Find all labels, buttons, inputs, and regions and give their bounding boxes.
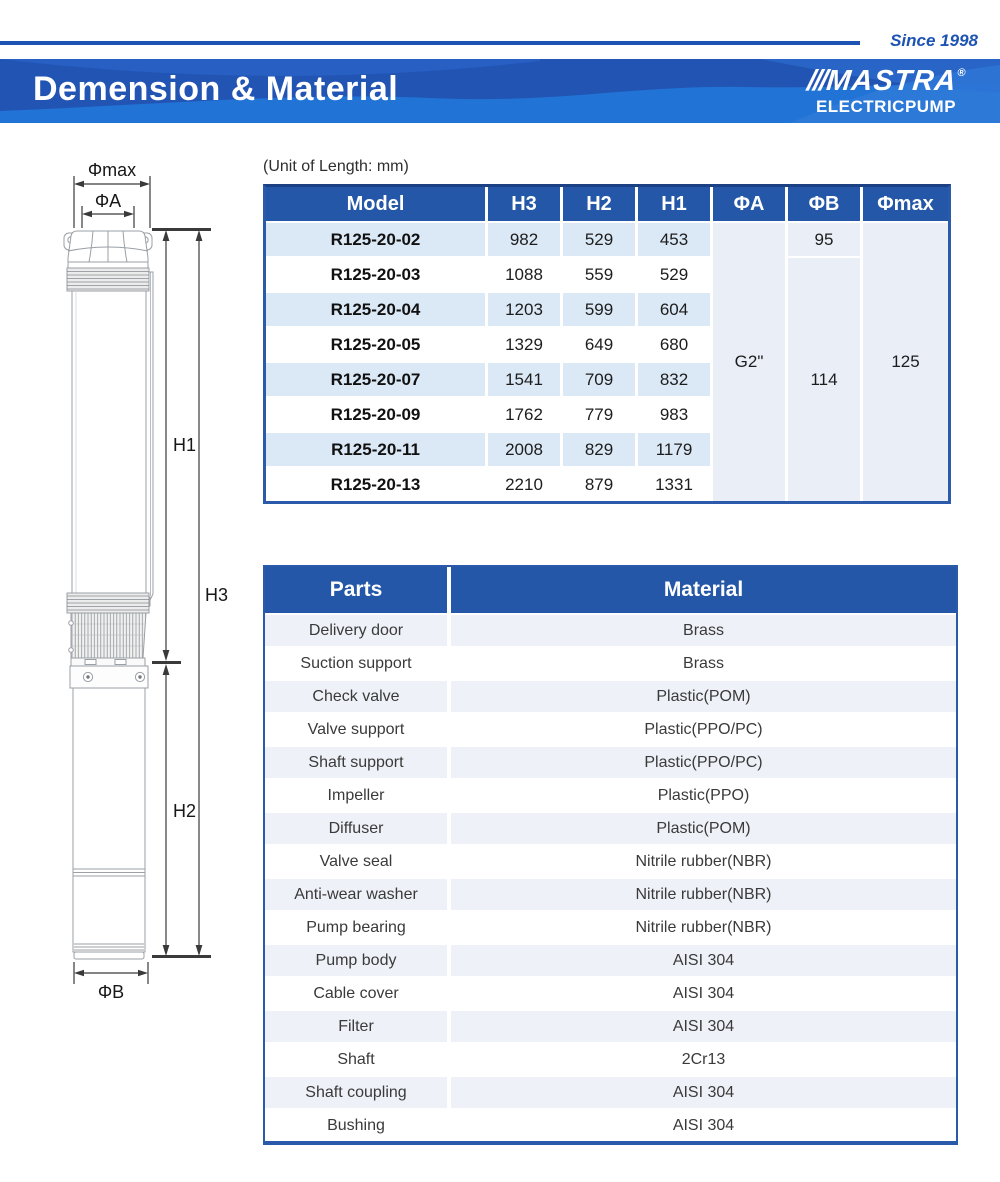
pump-outline — [64, 231, 153, 959]
part-cell: Anti-wear washer — [265, 879, 447, 910]
column-header-h1: H1 — [638, 187, 710, 221]
label-phi-max: Φmax — [87, 160, 137, 180]
material-cell: AISI 304 — [451, 1110, 956, 1141]
h1-cell: 680 — [638, 328, 710, 361]
h1-cell: 1331 — [638, 468, 710, 501]
part-cell: Suction support — [265, 648, 447, 679]
material-cell: AISI 304 — [451, 1011, 956, 1042]
materials-table — [263, 565, 958, 1145]
material-cell: Plastic(PPO) — [451, 780, 956, 811]
phi-max-merged-cell: 125 — [863, 223, 948, 501]
h1-cell: 983 — [638, 398, 710, 431]
model-cell: R125-20-04 — [266, 293, 485, 326]
part-cell: Valve seal — [265, 846, 447, 877]
material-cell: 2Cr13 — [451, 1044, 956, 1075]
h1-cell: 1179 — [638, 433, 710, 466]
h1-cell: 604 — [638, 293, 710, 326]
h2-cell: 649 — [563, 328, 635, 361]
logo-slashes-icon: /// — [805, 65, 828, 97]
label-h2: H2 — [173, 801, 197, 821]
h3-cell: 982 — [488, 223, 560, 256]
phi-b-cell-first-row: 95 — [788, 223, 860, 256]
registered-trademark-symbol: ® — [956, 67, 967, 79]
model-cell: R125-20-09 — [266, 398, 485, 431]
part-cell: Shaft — [265, 1044, 447, 1075]
h2-cell: 709 — [563, 363, 635, 396]
pump-technical-drawing — [40, 150, 235, 1020]
part-cell: Valve support — [265, 714, 447, 745]
column-header-phi-max: Φmax — [863, 187, 948, 221]
part-cell: Pump bearing — [265, 912, 447, 943]
dimension-table — [263, 184, 951, 504]
part-cell: Shaft support — [265, 747, 447, 778]
h2-cell: 529 — [563, 223, 635, 256]
material-cell: AISI 304 — [451, 945, 956, 976]
material-cell: Plastic(PPO/PC) — [451, 747, 956, 778]
material-cell: Plastic(POM) — [451, 681, 956, 712]
material-cell: Brass — [451, 615, 956, 646]
model-cell: R125-20-13 — [266, 468, 485, 501]
h1-cell: 453 — [638, 223, 710, 256]
part-cell: Filter — [265, 1011, 447, 1042]
h3-cell: 1762 — [488, 398, 560, 431]
column-header-parts: Parts — [265, 567, 447, 613]
part-cell: Check valve — [265, 681, 447, 712]
model-cell: R125-20-02 — [266, 223, 485, 256]
column-header-phi-a: ΦA — [713, 187, 785, 221]
h3-cell: 2210 — [488, 468, 560, 501]
material-cell: AISI 304 — [451, 1077, 956, 1108]
material-cell: Plastic(POM) — [451, 813, 956, 844]
title-banner — [0, 59, 1000, 123]
material-cell: Nitrile rubber(NBR) — [451, 879, 956, 910]
column-header-material: Material — [451, 567, 956, 613]
logo-subtitle: ELECTRICPUMP — [815, 97, 957, 116]
logo-brand-text — [784, 65, 987, 98]
h1-cell: 529 — [638, 258, 710, 291]
part-cell: Diffuser — [265, 813, 447, 844]
header-rule — [0, 41, 860, 45]
material-cell: Brass — [451, 648, 956, 679]
model-cell: R125-20-11 — [266, 433, 485, 466]
part-cell: Bushing — [265, 1110, 447, 1141]
column-header-h2: H2 — [563, 187, 635, 221]
h2-cell: 879 — [563, 468, 635, 501]
material-cell: Plastic(PPO/PC) — [451, 714, 956, 745]
material-cell: Nitrile rubber(NBR) — [451, 846, 956, 877]
material-cell: Nitrile rubber(NBR) — [451, 912, 956, 943]
model-cell: R125-20-03 — [266, 258, 485, 291]
since-1998-text: Since 1998 — [890, 31, 978, 50]
brand-logo — [786, 63, 986, 119]
part-cell: Delivery door — [265, 615, 447, 646]
logo-wordmark: MASTRA — [824, 65, 959, 97]
h3-cell: 1329 — [488, 328, 560, 361]
part-cell: Pump body — [265, 945, 447, 976]
model-cell: R125-20-07 — [266, 363, 485, 396]
label-h1: H1 — [173, 435, 197, 455]
h3-cell: 2008 — [488, 433, 560, 466]
part-cell: Shaft coupling — [265, 1077, 447, 1108]
h3-cell: 1541 — [488, 363, 560, 396]
h3-cell: 1088 — [488, 258, 560, 291]
h2-cell: 779 — [563, 398, 635, 431]
page-title: Demension & Material — [33, 69, 399, 108]
unit-note: (Unit of Length: mm) — [263, 158, 409, 175]
label-phi-b: ΦB — [97, 982, 125, 1002]
column-header-phi-b: ΦB — [788, 187, 860, 221]
part-cell: Cable cover — [265, 978, 447, 1009]
label-h3: H3 — [205, 585, 229, 605]
h2-cell: 559 — [563, 258, 635, 291]
h2-cell: 829 — [563, 433, 635, 466]
column-header-h3: H3 — [488, 187, 560, 221]
part-cell: Impeller — [265, 780, 447, 811]
label-phi-a: ΦA — [94, 191, 122, 211]
h3-cell: 1203 — [488, 293, 560, 326]
model-cell: R125-20-05 — [266, 328, 485, 361]
phi-a-merged-cell: G2" — [713, 223, 785, 501]
column-header-model: Model — [266, 187, 485, 221]
material-cell: AISI 304 — [451, 978, 956, 1009]
h1-cell: 832 — [638, 363, 710, 396]
phi-b-merged-cell: 114 — [788, 258, 860, 501]
h2-cell: 599 — [563, 293, 635, 326]
